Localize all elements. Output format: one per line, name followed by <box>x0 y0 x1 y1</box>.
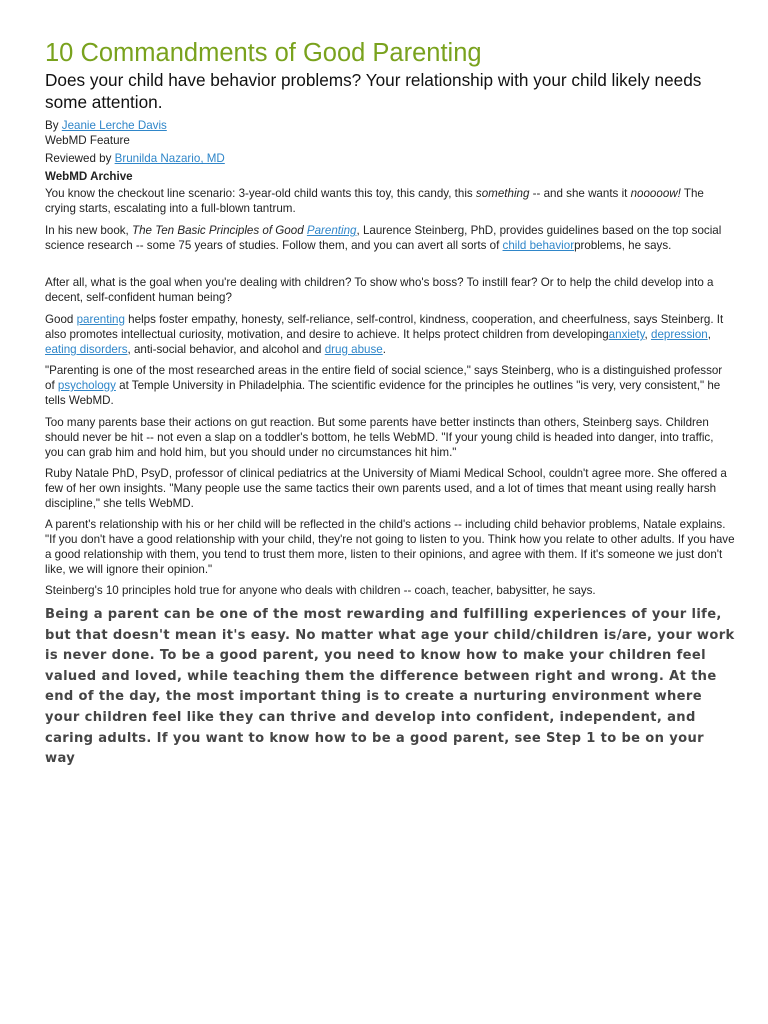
paragraph-relationship: A parent's relationship with his or her child will be reflected in the child's actions -- including child behavior problems, Natale explains. "If you don't have a good relationship with your child, they're not going to listen to you. Think how you relate to other adults. If you have a good relationship with them, you tend to trust them more, listen to their opinions, and agree with them. If it's someone we just don't like, we will ignore their opinion." <box>45 518 735 576</box>
anxiety-link[interactable]: anxiety <box>608 328 645 341</box>
emphasis-text: something <box>475 187 530 200</box>
bold-intro-paragraph: Being a parent can be one of the most rewarding and fulfilling experiences of your life, but that doesn't mean it's easy. No matter what age your child/children is/are, your work is never done. To be a good parent, you need to know how to make your children feel valued and loved, while teaching them the difference between right and wrong. At the end of the day, the most important thing is to create a nurturing environment where your children feel like they can thrive and develop into confident, independent, and caring adults. If you want to know how to be a good parent, see Step 1 to be on your way <box>45 607 735 767</box>
text-span: In his new book, <box>45 224 133 237</box>
paragraph-natale: Ruby Natale PhD, PsyD, professor of clinical pediatrics at the University of Miami Medical School, couldn't agree more. She offered a few of her own insights. "Many people use the same tactics their own parents used, and a lot of times that meant using really harsh discipline," she tells WebMD. <box>45 467 727 510</box>
paragraph-research <box>45 363 735 408</box>
text-span: , <box>707 328 711 341</box>
drug-abuse-link[interactable]: drug abuse <box>324 343 383 356</box>
author-link[interactable]: Jeanie Lerche Davis <box>61 119 167 132</box>
text-span: Good <box>45 313 77 326</box>
byline-author <box>45 118 167 133</box>
archive-label: WebMD Archive <box>45 170 133 183</box>
reviewer-link[interactable]: Brunilda Nazario, MD <box>114 152 225 165</box>
text-span: helps foster empathy, honesty, self-reliance, self-control, kindness, cooperation, and cheerfulness, says Steinberg. It also promotes intellectual curiosity, motivation, and desire to achieve. It helps protect children from developing <box>45 313 724 341</box>
parenting-link[interactable]: parenting <box>76 313 125 326</box>
text-span: . <box>382 343 386 356</box>
depression-link[interactable]: depression <box>651 328 708 341</box>
text-span: , <box>644 328 651 341</box>
paragraph-book <box>45 223 735 253</box>
article-subtitle: Does your child have behavior problems? Your relationship with your child likely needs some attention. <box>45 70 702 112</box>
text-span: "Parenting is one of the most researched areas in the entire field of social science," says Steinberg, who is a distinguished professor of <box>45 364 723 392</box>
psychology-link[interactable]: psychology <box>57 379 116 392</box>
book-title-text: The Ten Basic Principles of Good <box>132 224 307 237</box>
article-title: 10 Commandments of Good Parenting <box>45 39 482 67</box>
byline-reviewer <box>45 151 225 166</box>
parenting-link[interactable]: Parenting <box>306 224 357 237</box>
text-span: -- and she wants it <box>529 187 631 200</box>
byline-prefix: By <box>45 119 62 132</box>
text-span: , Laurence Steinberg, PhD, provides guidelines based on the top social science research -- some 75 years of studies. Follow them, and you can avert all sorts of <box>45 224 722 252</box>
text-span: The crying starts, escalating into a full-blown tantrum. <box>45 187 704 215</box>
eating-disorders-link[interactable]: eating disorders <box>45 343 128 356</box>
book-title <box>132 224 357 237</box>
paragraph-checkout-scenario <box>45 186 735 216</box>
paragraph-good-parenting <box>45 312 735 357</box>
emphasis-text: nooooow! <box>630 187 681 200</box>
paragraph-principles: Steinberg's 10 principles hold true for anyone who deals with children -- coach, teacher, babysitter, he says. <box>45 584 596 597</box>
paragraph-gut-reaction: Too many parents base their actions on gut reaction. But some parents have better instincts than others, Steinberg says. Children should never be hit -- not even a slap on a toddler's bottom, he tells WebMD. "If your young child is headed into danger, into traffic, you can grab him and hold him, but you should under no circumstances hit him." <box>45 416 714 459</box>
child-behavior-link[interactable]: child behavior <box>502 239 575 252</box>
text-span: , anti-social behavior, and alcohol and <box>127 343 325 356</box>
reviewed-prefix: Reviewed by <box>45 152 115 165</box>
text-span: at Temple University in Philadelphia. The scientific evidence for the principles he outlines "is very, very consistent," he tells WebMD. <box>45 379 721 407</box>
byline-source: WebMD Feature <box>45 134 130 147</box>
text-span: problems, he says. <box>574 239 672 252</box>
text-span: You know the checkout line scenario: 3-year-old child wants this toy, this candy, this <box>45 187 476 200</box>
paragraph-goal: After all, what is the goal when you're dealing with children? To show who's boss? To instill fear? Or to help the child develop into a decent, self-confident human being? <box>45 276 714 304</box>
